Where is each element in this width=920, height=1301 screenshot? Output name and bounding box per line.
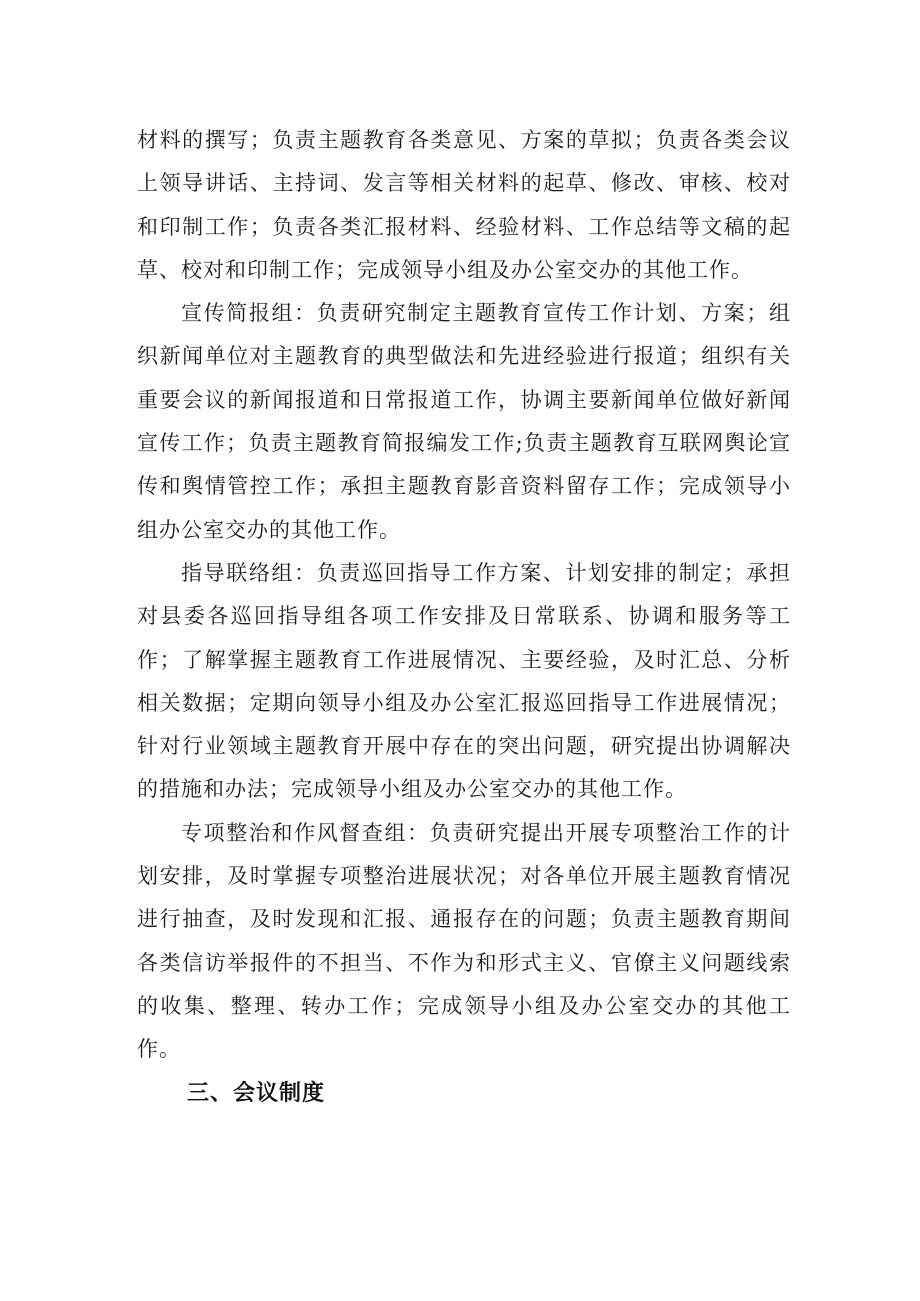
paragraph-publicity-bulletin-group: 宣传简报组：负责研究制定主题教育宣传工作计划、方案；组织新闻单位对主题教育的典型做法和先进经验进行报道；组织有关重要会议的新闻报道和日常报道工作，协调主要新闻单位做好新闻宣传工作；负责主题教育简报编发工作;负责主题教育互联网舆论宣传和舆情管控工作；承担主题教育影音资料留存工作；完成领导小组办公室交办的其他工作。 bbox=[137, 301, 791, 542]
paragraph-guidance-liaison-group: 指导联络组：负责巡回指导工作方案、计划安排的制定；承担对县委各巡回指导组各项工作安排及日常联系、协调和服务等工作；了解掌握主题教育工作进展情况、主要经验，及时汇总、分析相关数据；定期向领导小组及办公室汇报巡回指导工作进展情况；针对行业领域主题教育开展中存在的突出问题，研究提出协调解决的措施和办法；完成领导小组及办公室交办的其他工作。 bbox=[137, 560, 791, 802]
paragraph-drafting-continuation: 材料的撰写；负责主题教育各类意见、方案的草拟；负责各类会议上领导讲话、主持词、发言等相关材料的起草、修改、审核、校对和印制工作；负责各类汇报材料、经验材料、工作总结等文稿的起草、校对和印制工作；完成领导小组及办公室交办的其他工作。 bbox=[137, 128, 791, 282]
document-body bbox=[137, 119, 791, 1115]
paragraph-rectification-supervision-group: 专项整治和作风督查组：负责研究提出开展专项整治工作的计划安排，及时掌握专项整治进展状况；对各单位开展主题教育情况进行抽查，及时发现和汇报、通报存在的问题；负责主题教育期间各类信访举报件的不担当、不作为和形式主义、官僚主义问题线索的收集、整理、转办工作；完成领导小组及办公室交办的其他工作。 bbox=[137, 820, 791, 1062]
section-heading-meeting-system: 三、会议制度 bbox=[187, 1080, 326, 1106]
